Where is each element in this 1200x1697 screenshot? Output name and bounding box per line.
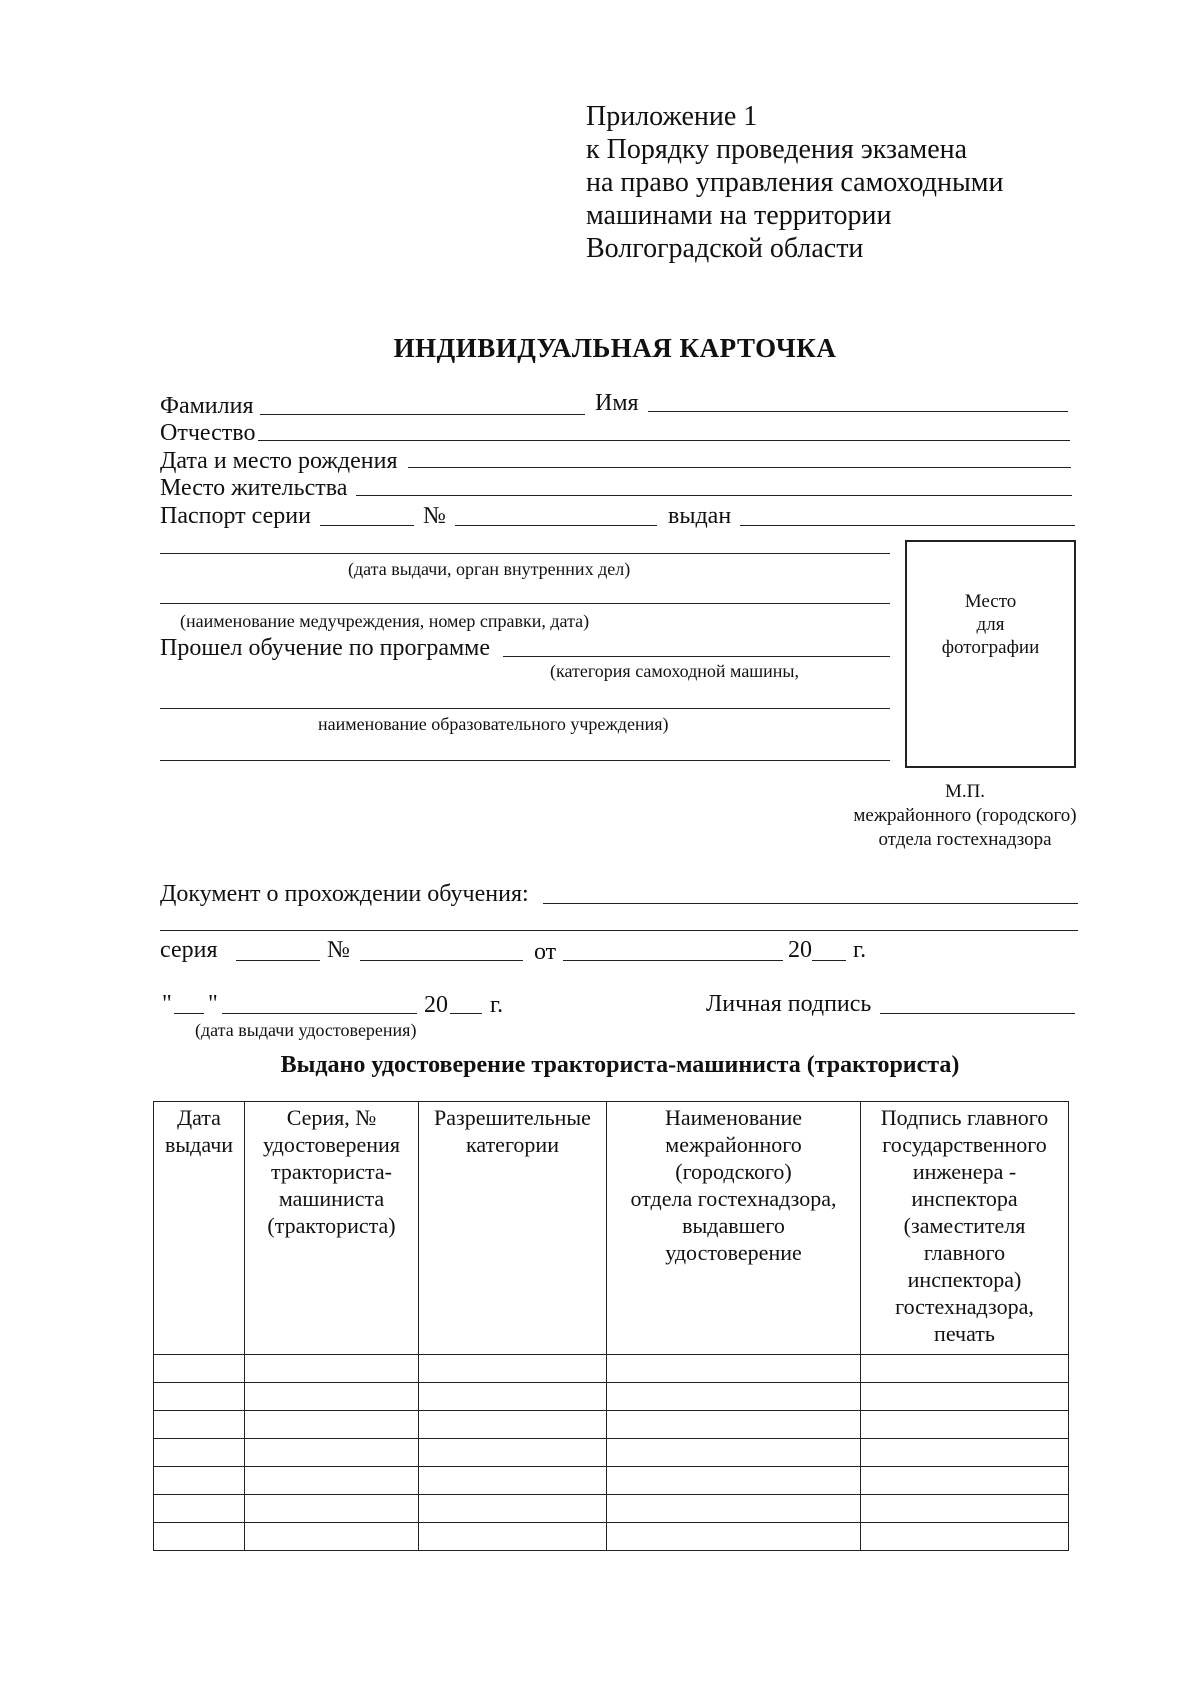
training-doc-series-field[interactable] <box>236 960 320 961</box>
table-row <box>154 1439 1069 1467</box>
appendix-line: к Порядку проведения экзамена <box>586 134 968 165</box>
open-quote: " <box>162 991 172 1017</box>
patronymic-label: Отчество <box>160 420 256 446</box>
table-row <box>154 1355 1069 1383</box>
appendix-line: на право управления самоходными <box>586 167 1004 198</box>
training-doc-from-label: от <box>534 939 557 965</box>
table-row <box>154 1467 1069 1495</box>
issue-year-field[interactable] <box>450 1013 482 1014</box>
table-cell[interactable] <box>154 1355 245 1383</box>
table-cell[interactable] <box>607 1495 861 1523</box>
issue-details-hint: (дата выдачи, орган внутренних дел) <box>348 559 631 579</box>
issue-year-prefix: 20 <box>424 992 448 1018</box>
training-doc-series-label: серия <box>160 937 218 963</box>
surname-field[interactable] <box>260 414 585 415</box>
training-label: Прошел обучение по программе <box>160 635 491 661</box>
table-cell[interactable] <box>419 1411 607 1439</box>
photo-placeholder <box>905 540 1076 768</box>
table-cell[interactable] <box>154 1411 245 1439</box>
training-doc-number-sign: № <box>327 937 350 963</box>
training-doc-field[interactable] <box>543 903 1078 904</box>
table-cell[interactable] <box>245 1383 419 1411</box>
stamp-block <box>700 780 1200 852</box>
table-cell[interactable] <box>154 1523 245 1551</box>
category-hint: (категория самоходной машины, <box>550 661 800 681</box>
column-header-issue-date: Дата выдачи <box>154 1102 245 1355</box>
signature-field[interactable] <box>880 1013 1075 1014</box>
table-cell[interactable] <box>607 1383 861 1411</box>
table-cell[interactable] <box>245 1355 419 1383</box>
stamp-line: межрайонного (городского) <box>853 805 1077 826</box>
training-doc-number-field[interactable] <box>360 960 523 961</box>
issue-year-suffix: г. <box>490 992 504 1018</box>
table-cell[interactable] <box>607 1439 861 1467</box>
residence-label: Место жительства <box>160 475 348 501</box>
column-header-categories: Разрешительные категории <box>419 1102 607 1355</box>
training-doc-year-field[interactable] <box>812 960 846 961</box>
table-header-row <box>154 1102 1069 1355</box>
birth-field[interactable] <box>408 467 1071 468</box>
table-cell[interactable] <box>861 1495 1069 1523</box>
column-header-department: Наименование межрайонного (городского) отдела гостехнадзора, выдавшего удостоверение <box>607 1102 861 1355</box>
page-title: ИНДИВИДУАЛЬНАЯ КАРТОЧКА <box>393 333 837 363</box>
table-cell[interactable] <box>245 1495 419 1523</box>
institution-field[interactable] <box>160 760 890 761</box>
institution-hint: наименование образовательного учреждения) <box>318 714 669 734</box>
table-cell[interactable] <box>154 1467 245 1495</box>
training-doc-year-prefix: 20 <box>788 937 812 963</box>
residence-field[interactable] <box>356 495 1072 496</box>
training-doc-date-field[interactable] <box>563 960 783 961</box>
medical-hint: (наименование медучреждения, номер справки, дата) <box>180 611 590 631</box>
birth-label: Дата и место рождения <box>160 448 398 474</box>
patronymic-field[interactable] <box>258 440 1070 441</box>
issue-details-field[interactable] <box>160 553 890 554</box>
column-header-signature: Подпись главного государственного инженера - инспектора (заместителя главного инспектора) гостехнадзора, печать <box>861 1102 1069 1355</box>
table-cell[interactable] <box>419 1495 607 1523</box>
appendix-line: Приложение 1 <box>586 101 758 132</box>
table-cell[interactable] <box>607 1523 861 1551</box>
table-cell[interactable] <box>419 1355 607 1383</box>
appendix-line: машинами на территории <box>586 200 892 231</box>
close-quote: " <box>208 991 218 1017</box>
table-cell[interactable] <box>419 1467 607 1495</box>
name-label: Имя <box>595 390 639 416</box>
table-cell[interactable] <box>419 1439 607 1467</box>
medical-field[interactable] <box>160 603 890 604</box>
stamp-line: отдела гостехнадзора <box>878 829 1052 850</box>
photo-label-line: для <box>976 613 1005 635</box>
table-row <box>154 1523 1069 1551</box>
column-header-series-number: Серия, № удостоверения тракториста- машиниста (тракториста) <box>245 1102 419 1355</box>
name-field[interactable] <box>648 411 1068 412</box>
table-cell[interactable] <box>607 1467 861 1495</box>
table-row <box>154 1495 1069 1523</box>
surname-label: Фамилия <box>160 393 254 419</box>
training-doc-label: Документ о прохождении обучения: <box>160 881 529 907</box>
table-cell[interactable] <box>607 1355 861 1383</box>
appendix-line: Волгоградской области <box>586 233 864 264</box>
table-cell[interactable] <box>419 1383 607 1411</box>
training-doc-field-continued[interactable] <box>160 930 1078 931</box>
passport-issued-label: выдан <box>668 503 732 529</box>
table-cell[interactable] <box>245 1439 419 1467</box>
table-cell[interactable] <box>245 1411 419 1439</box>
issue-month-field[interactable] <box>222 1013 417 1014</box>
stamp-line: М.П. <box>944 781 986 802</box>
issued-certificates-table <box>153 1101 1069 1551</box>
passport-series-field[interactable] <box>320 525 414 526</box>
passport-number-sign: № <box>423 503 446 529</box>
appendix-block <box>586 100 1003 265</box>
table-cell[interactable] <box>419 1523 607 1551</box>
table-cell[interactable] <box>861 1383 1069 1411</box>
passport-series-label: Паспорт серии <box>160 503 311 529</box>
table-cell[interactable] <box>607 1411 861 1439</box>
table-cell[interactable] <box>154 1439 245 1467</box>
table-cell[interactable] <box>861 1411 1069 1439</box>
passport-number-field[interactable] <box>455 525 657 526</box>
photo-label-line: Место <box>964 590 1017 612</box>
table-row <box>154 1411 1069 1439</box>
table-cell[interactable] <box>861 1355 1069 1383</box>
table-cell[interactable] <box>861 1523 1069 1551</box>
table-cell[interactable] <box>245 1467 419 1495</box>
table-cell[interactable] <box>154 1383 245 1411</box>
issue-date-hint: (дата выдачи удостоверения) <box>195 1020 417 1040</box>
issued-section-title: Выдано удостоверение тракториста-машиниста (тракториста) <box>280 1052 960 1078</box>
training-field[interactable] <box>503 656 890 657</box>
photo-label-line: фотографии <box>941 636 1040 658</box>
training-field-continued[interactable] <box>160 708 890 709</box>
passport-issued-field[interactable] <box>740 525 1075 526</box>
table-cell[interactable] <box>861 1439 1069 1467</box>
issue-day-field[interactable] <box>174 1013 204 1014</box>
signature-label: Личная подпись <box>706 991 872 1017</box>
table-cell[interactable] <box>245 1523 419 1551</box>
table-cell[interactable] <box>861 1467 1069 1495</box>
table-row <box>154 1383 1069 1411</box>
table-cell[interactable] <box>154 1495 245 1523</box>
training-doc-year-suffix: г. <box>853 937 867 963</box>
